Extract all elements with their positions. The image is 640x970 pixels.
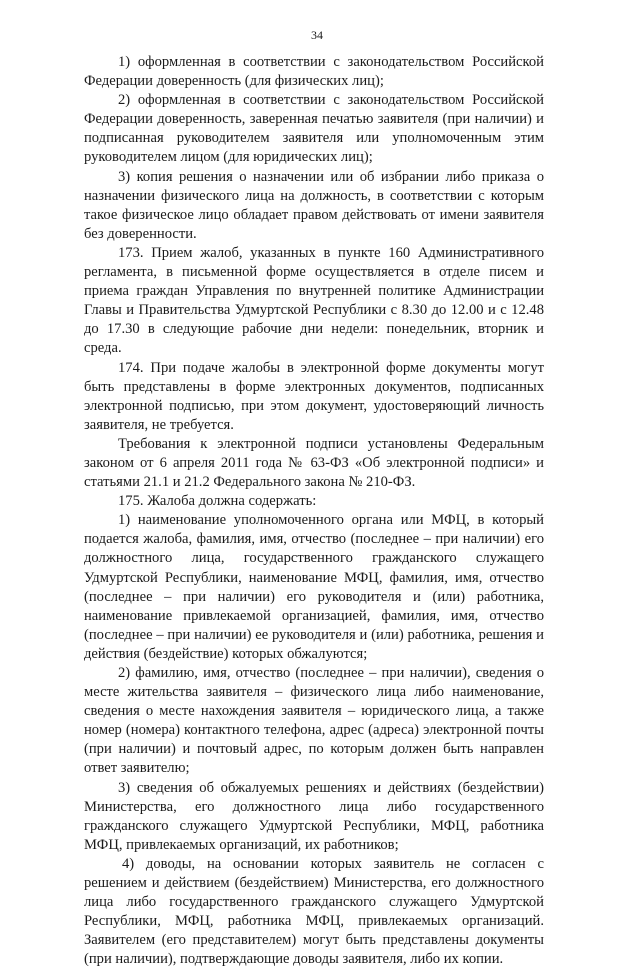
- paragraph-175-item-2: 2) фамилию, имя, отчество (последнее – при наличии), сведения о месте жительства заявителя – физического лица либо наименование, сведения о месте нахождения заявителя – юридического лица, а также номер (номера) контактного телефона, адрес (адреса) электронной почты (при наличии) и почтовый адрес, по которым должен быть направлен ответ заявителю;: [84, 665, 544, 777]
- paragraph-175: 175. Жалоба должна содержать:: [118, 493, 317, 510]
- paragraph-175-item-1: 1) наименование уполномоченного органа или МФЦ, в который подается жалоба, фамилия, имя, отчество (последнее – при наличии) его должностного лица, государственного гражданского служащего Удмуртской Республики, наименование МФЦ, фамилия, имя, отчество (последнее – при наличии) его руководителя и (или) работника, наименование привлекаемой организацией, фамилия, имя, отчество (последнее – при наличии) ее руководителя и (или) работника, решения и действия (бездействие) которых обжалуются;: [84, 512, 544, 662]
- paragraph-175-item-3: 3) сведения об обжалуемых решениях и действиях (бездействии) Министерства, его должностного лица либо государственного гражданского служащего Удмуртской Республики, МФЦ, работника МФЦ, привлекаемых организаций, их работников;: [84, 779, 544, 853]
- paragraph-175-item-4: 4) доводы, на основании которых заявитель не согласен с решением и действием (бездействием) Министерства, его должностного лица либо государственного гражданского служащего Удмуртской Республики, МФЦ, работника МФЦ, привлекаемых организаций. Заявителем (его представителем) могут быть представлены документы (при наличии), подтверждающие доводы заявителя, либо их копии.: [84, 855, 544, 968]
- page-number: 34: [311, 28, 323, 42]
- paragraph-item-1: 1) оформленная в соответствии с законодательством Российской Федерации доверенность (для физических лиц);: [84, 54, 544, 90]
- paragraph-signature-requirements: Требования к электронной подписи установлены Федеральным законом от 6 апреля 2011 года № 63-ФЗ «Об электронной подписи» и статьями 21.1 и 21.2 Федерального закона № 210-ФЗ.: [84, 435, 544, 491]
- paragraph-item-2: 2) оформленная в соответствии с законодательством Российской Федерации доверенность, заверенная печатью заявителя (при наличии) и подписанная руководителем заявителя или уполномоченным этим руководителем лицом (для юридических лиц);: [84, 92, 544, 166]
- paragraph-item-3: 3) копия решения о назначении или об избрании либо приказа о назначении физического лица на должность, в соответствии с которым такое физическое лицо обладает правом действовать от имени заявителя без доверенности.: [84, 168, 544, 242]
- paragraph-174: 174. При подаче жалобы в электронной форме документы могут быть представлены в форме электронных документов, подписанных электронной подписью, при этом документ, удостоверяющий личность заявителя, не требуется.: [84, 359, 544, 433]
- paragraph-173: 173. Прием жалоб, указанных в пункте 160 Административного регламента, в письменной форме осуществляется в отделе писем и приема граждан Управления по внутренней политике Администрации Главы и Правительства Удмуртской Республики с 8.30 до 12.00 и с 12.48 до 17.30 в следующие рабочие дни недели: понедельник, вторник и среда.: [84, 244, 544, 357]
